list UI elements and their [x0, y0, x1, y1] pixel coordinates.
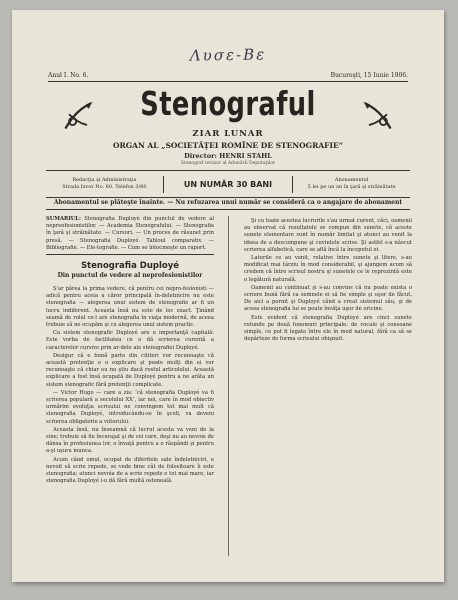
column-divider — [228, 216, 229, 556]
article-paragraph: Aceasta însă, nu înseamnă că lucrul acesta va veni de la sine; trebuie să fie încurajat şi de cei care, deşi nu au nevoie de dânsa în profesiunea lor, o învaţă pentru a o răspândi şi pentru a-şi uşura munca. — [46, 426, 214, 455]
newspaper-title: Stenograful — [140, 84, 316, 123]
handwritten-note: Λυσε-Βε — [189, 45, 267, 65]
article-paragraph: Şi cu toate acestea lucrurile s'au urmat curent, căci, oamenii au observat că rezultatele se compun din sunete, că aceste sunete elementare sunt în număr limitat şi atunci au venit la ideea de a descompune şi cuvintele scrise. Şi astfel s-a născut scrierea alfabetică, care se află încă la începutul ei. — [244, 218, 412, 253]
article-subtitle: Din punctul de vedere al neprofesionistilor — [57, 272, 203, 280]
director-line: Director: HENRI STAHL — [184, 152, 272, 160]
summary-box — [46, 216, 214, 255]
newspaper-page — [12, 10, 444, 582]
organ-line: ORGAN AL „SOCIETĂŢEI ROMÎNE DE STENOGRAFIE“ — [112, 141, 344, 150]
article-paragraph: Oamenii au continuat şi s-au convins că nu poate exista o scriere bună fără ca semnele ei să fie simple şi uşor de făcut. De aici a pornit şi Duployé când a creat sistemul său, şi de aceea stenografia lui se poate învăţa uşor de oricine. — [244, 284, 412, 313]
masthead-topline — [48, 72, 408, 82]
issue-number: Anul I. No. 6. — [48, 72, 89, 79]
subscription-note: Abonamentul se plăteşte înainte. — Nu refuzarea unui număr se consideră ca o angajare de abonament — [46, 199, 410, 210]
info-bar — [46, 170, 410, 198]
newspaper-subtitle: ZIAR LUNAR — [192, 129, 264, 139]
place-date: Bucureşti, 15 Iunie 1906. — [330, 72, 408, 79]
article-paragraph: — Victor Hugo — care a zis: ‘că stenografia Duployé va fi scrierea populară a secolului XX’, iar noi, care în mod obiectiv urmărim evoluţia scrisului ne convingem tot mai mult că stenografia Duployé, introducându-se în şcoli, va deveni scrierea obligatorie a viitorului. — [46, 389, 214, 425]
article-paragraph: Ca sistem stenografic Duployé are o importanţă capitală: Este vorba de facilitatea ce o dă scrierea curentă a caracterelor cursive prin ar-dele ale stenografiei Duployé. — [46, 330, 214, 351]
editorial-office: Redacţia şi Administraţia Strada Izvor No. 60. Telefon 3/60 — [62, 177, 147, 190]
right-column — [244, 218, 412, 344]
article-paragraph: Este evident că stenografia Duployé are cinci sunete rotunde pe două fonemuri principale: de vocale şi consoane simple, ce pot fi legate între ele în mod natural, fără ca să se depărteze de forma scrisului obişnuit. — [244, 314, 412, 343]
subscription-info: Abonamentul 5 lei pe un an în ţară şi străinătate — [307, 177, 396, 190]
article-title: Stenografia Duployé — [80, 261, 180, 272]
director-stamp: Stenograf revizor al Adunării Deputaţilor — [180, 161, 276, 166]
issue-price: UN NUMĂR 30 BANI — [163, 176, 293, 193]
article-paragraph: Laturile ce au venit, relative între sunete şi litere, s-au modificat mai târziu în mod considerabil, şi ajungem acum să credem că între scrisul nostru şi sunetele ce le reprezintă este o legătură naturală. — [244, 255, 412, 283]
summary-text: Stenografia Duployé din punctul de vedere al nepreofesionistilor. — Academia Stenografului. — Stenografia în ţară şi străinătate. — Cursuri. — Un proces de răsunet prin presă. — Stenografia Duployé. Tabloul comparativ. — Bibliografie. — Ele-tografie. — Cum se întocmeşte un raport. — [46, 216, 214, 251]
article-paragraph: Acum când omul, ocupat de diferitele sale îndeletniciri, e nevoit să scrie repede, se vede bine cât de folositoare îi este stenografia; atunci nevoia de a scrie repede e tot mai mare, iar stenografia Duployé i-o dă fără multă osteneală. — [46, 456, 214, 485]
article-paragraph: S'ar părea la prima vedere, că pentru cei nepro-fesionisti — adică pentru aceia a căror principală în-deletnicire nu este stenografia — alegerea unui sistem de stenografie ar fi un lucru indiferent. Aceasta însă nu este de loc exact. Ţinând seamă de rolul ce-l are stenografia în viaţa modernă, de aceea trebuie să ne ocupăm şi cu alegerea unui sistem practic. — [46, 286, 214, 329]
summary-label: SUMARIUL: — [46, 216, 81, 222]
left-column — [46, 216, 214, 487]
article-paragraph: Desigur că e bună parte din cititori vor recunoaşte că această pretenţie e o explicare şi poate mulţi din ei vor recunoaşte că chiar eu nu ştiu dacă rostul articolului. Această explicare a fost însă ocupată de Duployé pentru a ne arăta un sistem stenografic fără pretenţii complicate. — [46, 352, 214, 388]
